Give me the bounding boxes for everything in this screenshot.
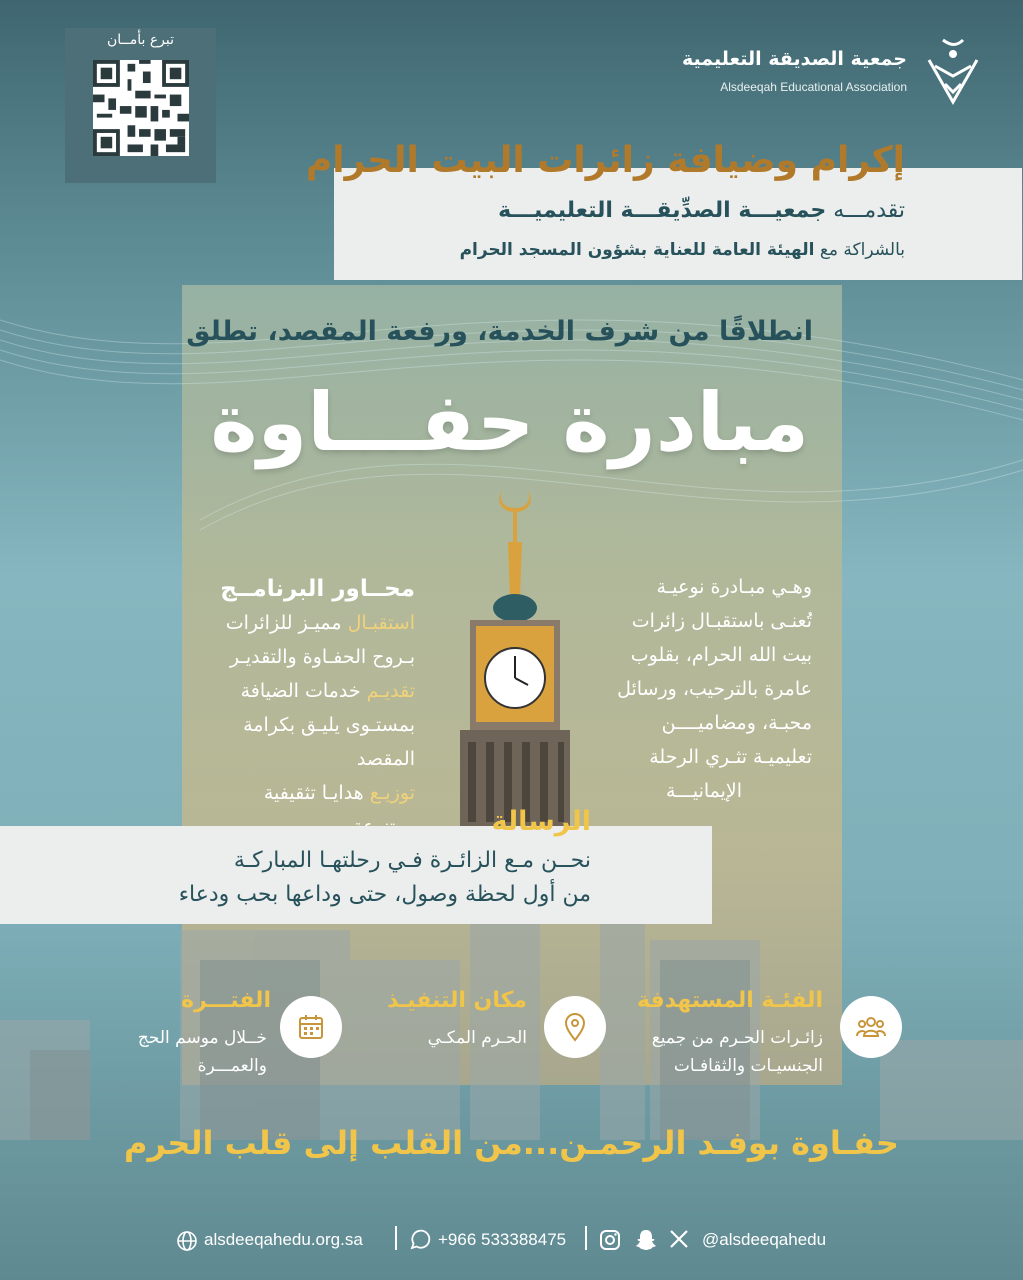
x-icon[interactable] [668,1228,690,1250]
description-line: محبـة، ومضاميــــن [661,712,812,734]
location-line: الحـرم المكـي [427,1028,527,1048]
message-line: من أول لحظة وصول، حتى وداعها بحب ودعاء [178,882,591,907]
target-audience-badge [840,996,902,1058]
program-item-line: المقصد [356,748,415,770]
initiative-name: مبادرة حفـــاوة [210,376,809,469]
presenter-name: جمعيـــة الصدِّيقـــة التعليميـــة [498,198,827,223]
divider [395,1226,397,1250]
program-item-rest: خدمات الضيافة [240,680,361,702]
phone-number[interactable]: +966 533388475 [438,1230,567,1249]
association-logo [645,36,985,108]
message-line: نحــن مـع الزائـرة فـي رحلتهـا المباركـة [233,848,591,873]
website-link[interactable]: alsdeeqahedu.org.sa [204,1230,363,1249]
snapchat-icon[interactable] [633,1227,659,1253]
program-item-lead: تقديـم [366,680,415,702]
donation-qr-box[interactable] [65,28,216,183]
partnership [460,240,905,260]
slogan: حفـاوة بوفـد الرحمـن...من القلب إلى قلب الحرم [124,1124,899,1162]
group-icon [855,1011,887,1043]
presented-prefix: تقدمـــه [833,198,905,223]
description-line: تُعنـى باستقبـال زائرات [631,610,812,632]
presented-by [498,198,905,223]
period-line: خــلال موسم الحج [137,1028,267,1048]
initiative-description [596,570,812,808]
divider [585,1226,587,1250]
logo-name-en: Alsdeeqah Educational Association [720,80,907,94]
program-item-line: بـروح الحفـاوة والتقديـر [229,646,415,668]
period-line: والعمـــرة [197,1056,267,1076]
description-line: عامرة بالترحيب، ورسائل [617,678,812,700]
logo-name-ar: جمعية الصديقة التعليمية [682,48,907,70]
period-badge [280,996,342,1058]
program-item-rest: مميـز للزائرات [225,612,342,634]
target-line: زائـرات الحـرم من جميع [651,1028,823,1048]
description-line: وهـي مبـادرة نوعيـة [656,576,812,598]
target-line: الجنسيـات والثقافـات [673,1056,823,1076]
target-title: الفئـة المستهدفة [636,988,823,1013]
location-badge [544,996,606,1058]
description-line: الإيمانيـــة [665,780,743,802]
period-title: الفتـــرة [181,988,271,1013]
location-text [428,1024,527,1052]
location-title: مكان التنفيـذ [387,988,527,1013]
globe-icon [176,1230,198,1252]
program-item [205,606,415,640]
partner-prefix: بالشراكة مع [819,240,905,260]
logo-emblem-icon [921,36,985,108]
program-item-lead: توزيـع [369,782,415,804]
footer [0,1222,1023,1262]
target-text [652,1024,823,1080]
whatsapp-icon[interactable] [408,1228,432,1252]
location-pin-icon [559,1011,591,1043]
description-line: تعليميـة تثـري الرحلة [649,746,812,768]
social-handle[interactable]: @alsdeeqahedu [702,1230,827,1249]
qr-code-icon[interactable] [93,60,189,156]
page-title: إكرام وضيافة زائرات البيت الحرام [305,140,905,181]
instagram-icon[interactable] [598,1228,622,1252]
program-item [205,776,415,810]
program-item-lead: استقبـال [347,612,415,634]
message-heading: الرسالة [491,806,591,837]
program-heading: محــاور البرنامــج [220,576,415,602]
program-axes [205,572,415,844]
description-line: بيت الله الحرام، بقلوب [630,644,812,666]
program-item [205,674,415,708]
message-band [0,826,712,924]
program-item-line: بمستـوى يليـق بكرامة [243,714,415,736]
donate-label: تبرع بأمــان [106,32,175,48]
period-text [138,1024,267,1080]
tagline: انطلاقًا من شرف الخدمة، ورفعة المقصد، تطلق [186,316,813,347]
partner-name: الهيئة العامة للعناية بشؤون المسجد الحرام [459,240,815,260]
calendar-icon [295,1011,327,1043]
clock-tower-illustration [440,480,590,830]
title-band [334,168,1022,280]
program-item-rest: هدايـا تثقيفية [263,782,364,804]
